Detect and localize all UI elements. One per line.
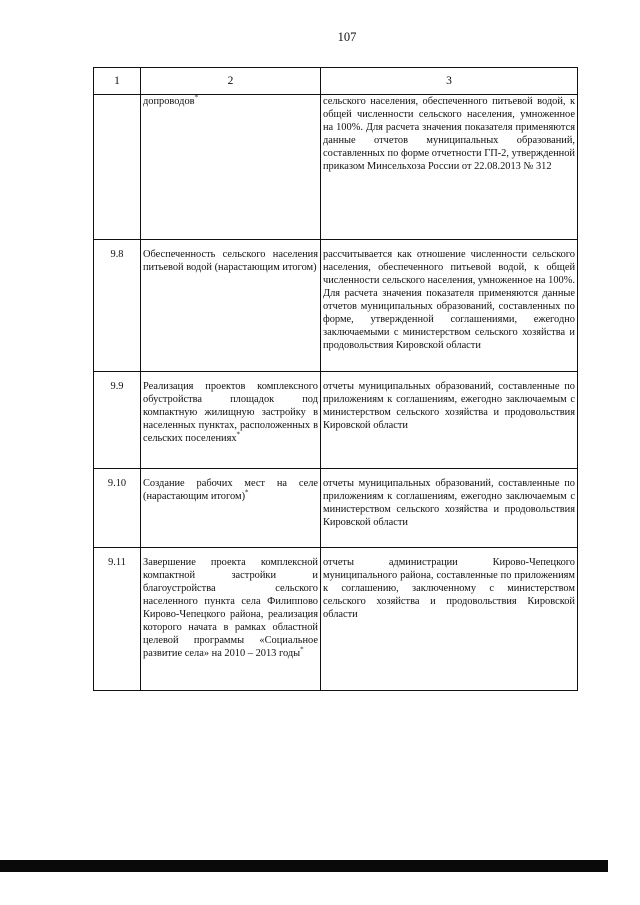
indicator-name: Обеспеченность сельского населения питьевой водой (нарастающим итогом) [141,240,321,372]
column-header-indicator: 2 [141,68,321,95]
calculation-method: отчеты администрации Кирово-Чепецкого муниципального района, составленные по приложениям к соглашению, заключенному с министерством сельского хозяйства и продовольствия Кировской области [321,548,578,691]
table-row [94,469,578,548]
calculation-method: сельского населения, обеспеченного питьевой водой, к общей численности сельского населения, умноженное на 100%. Для расчета значения показателя применяются данные отчетов муниципальных образований, составленных по форме отчетности ГП-2, утвержденной приказом Минсельхоза России от 22.08.2013 № 312 [321,95,578,240]
page-number: 107 [337,30,357,44]
footnote-mark: * [236,430,241,439]
calculation-method: отчеты муниципальных образований, составленные по приложениям к соглашениям, ежегодно заключаемым с министерством сельского хозяйства и продовольствия Кировской области [321,469,578,548]
footnote-mark: * [300,645,304,654]
indicator-name: Реализация проектов комплексного обустройства площадок под компактную жилищную застройку в населенных пунктах, расположенных в сельских поселениях* [141,372,321,469]
indicator-table [93,67,578,691]
row-number: 9.11 [94,548,141,691]
table-row [94,372,578,469]
column-header-method: 3 [321,68,578,95]
table-row [94,95,578,240]
scan-edge-bar [0,860,608,872]
footnote-mark: * [194,93,199,102]
row-number [94,95,141,240]
row-number: 9.8 [94,240,141,372]
indicator-name: Создание рабочих мест на селе (нарастающим итогом)* [141,469,321,548]
row-number: 9.9 [94,372,141,469]
calculation-method: отчеты муниципальных образований, составленные по приложениям к соглашениям, ежегодно заключаемым с министерством сельского хозяйства и продовольствия Кировской области [321,372,578,469]
table-header-row [94,68,578,95]
table-row [94,240,578,372]
column-header-number: 1 [94,68,141,95]
row-number: 9.10 [94,469,141,548]
table-row [94,548,578,691]
footnote-mark: * [245,488,249,497]
indicator-name: Завершение проекта комплексной компактной застройки и благоустройства сельского населенного пункта села Филиппово Кирово-Чепецкого района, реализация которого начата в рамках областной целевой программы «Социальное развитие села» на 2010 – 2013 годы* [141,548,321,691]
calculation-method: рассчитывается как отношение численности сельского населения, обеспеченного питьевой водой, к общей численности сельского населения, умноженное на 100%. Для расчета значения показателя применяются данные отчетов муниципальных образований, составленных по форме, утвержденной соглашениями, ежегодно заключаемыми с министерством сельского хозяйства и продовольствия Кировской области [321,240,578,372]
indicator-name: допроводов* [141,95,321,240]
